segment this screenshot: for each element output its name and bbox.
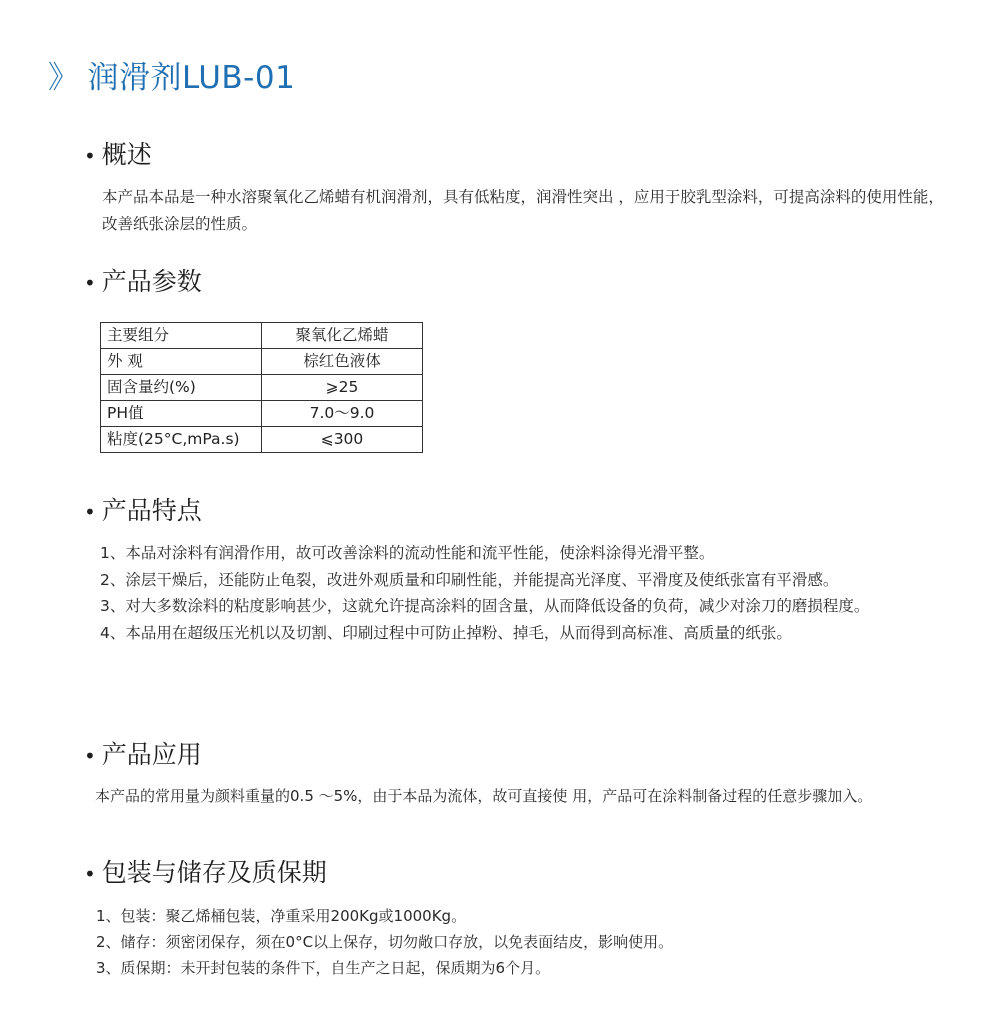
table-row: [101, 323, 423, 349]
table-row: [101, 427, 423, 453]
table-cell-value: ⩾25: [262, 375, 423, 401]
bullet-icon: •: [84, 500, 96, 524]
bullet-icon: •: [84, 862, 96, 886]
table-cell-key: PH值: [101, 401, 262, 427]
page-title: [48, 52, 295, 97]
table-cell-value: 棕红色液体: [262, 349, 423, 375]
bullet-icon: •: [84, 144, 96, 168]
table-row: [101, 349, 423, 375]
overview-text: 本产品本品是一种水溶聚氧化乙烯蜡有机润滑剂，具有低粘度，润滑性突出 ，应用于胶乳型涂料，可提高涂料的使用性能，改善纸张涂层的性质。: [102, 188, 944, 233]
table-cell-key: 粘度(25°C,mPa.s): [101, 427, 262, 453]
list-item: 4、本品用在超级压光机以及切割、印刷过程中可防止掉粉、掉毛，从而得到高标准、高质量的纸张。: [100, 623, 792, 642]
page-title-text: 润滑剂LUB-01: [87, 60, 296, 96]
application-text: 本产品的常用量为颜料重量的0.5 ～5%，由于本品为流体，故可直接使 用，产品可在涂料制备过程的任意步骤加入。: [95, 787, 873, 805]
section-heading-application: • 产品应用: [84, 740, 202, 769]
params-table: [100, 322, 423, 453]
list-item: 1、包装：聚乙烯桶包装，净重采用200Kg或1000Kg。: [96, 907, 467, 925]
storage-list: [96, 903, 956, 981]
list-item: 2、储存：须密闭保存，须在0°C以上保存，切勿敞口存放，以免表面结皮，影响使用。: [96, 933, 674, 951]
list-item: 2、涂层干燥后，还能防止龟裂，改进外观质量和印刷性能，并能提高光泽度、平滑度及使纸张富有平滑感。: [100, 570, 839, 589]
bullet-icon: •: [84, 271, 96, 295]
table-cell-value: ⩽300: [262, 427, 423, 453]
list-item: 3、对大多数涂料的粘度影响甚少，这就允许提高涂料的固含量，从而降低设备的负荷，减少对涂刀的磨损程度。: [100, 597, 870, 615]
chevron-right-icon: 》: [48, 60, 80, 96]
table-cell-key: 外 观: [101, 349, 262, 375]
table-row: [101, 401, 423, 427]
table-cell-key: 主要组分: [101, 323, 262, 349]
table-cell-value: 7.0～9.0: [262, 401, 423, 427]
section-heading-overview: • 概述: [84, 140, 152, 169]
table-row: [101, 375, 423, 401]
section-heading-storage: • 包装与储存及质保期: [84, 858, 327, 887]
list-item: 1、本品对涂料有润滑作用，故可改善涂料的流动性能和流平性能，使涂料涂得光滑平整。: [100, 544, 715, 562]
bullet-icon: •: [84, 744, 96, 768]
section-heading-features: • 产品特点: [84, 496, 202, 525]
list-item: 3、质保期：未开封包装的条件下，自生产之日起，保质期为6个月。: [96, 959, 551, 977]
table-cell-value: 聚氧化乙烯蜡: [262, 323, 423, 349]
features-list: [100, 540, 960, 646]
table-cell-key: 固含量约(%): [101, 375, 262, 401]
section-heading-params: • 产品参数: [84, 267, 202, 296]
